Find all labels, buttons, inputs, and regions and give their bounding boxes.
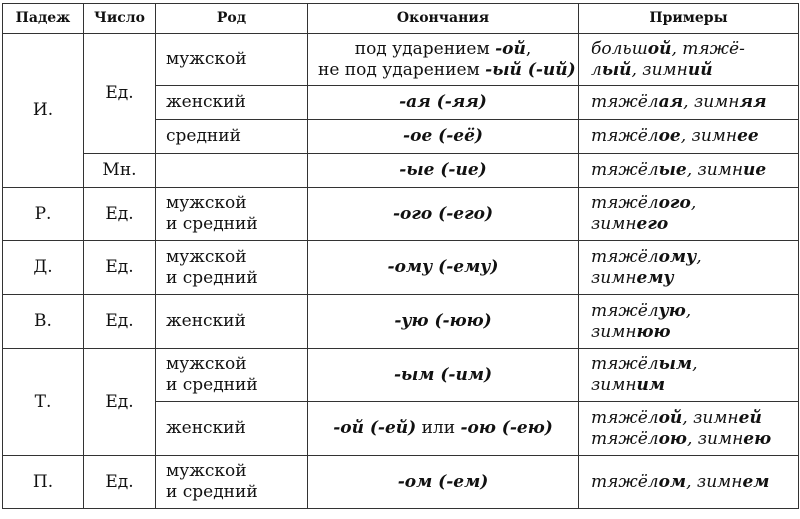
ending-cell: -ым (-им): [308, 349, 579, 402]
ending-cell: -ую (-юю): [308, 295, 579, 349]
case-cell-dative: Д.: [3, 241, 84, 295]
gender-cell: мужской: [156, 34, 308, 86]
gender-cell: средний: [156, 120, 308, 154]
case-cell-prepositional: П.: [3, 456, 84, 509]
header-number: Число: [84, 4, 156, 34]
header-examples: Примеры: [579, 4, 799, 34]
case-cell-nominative: И.: [3, 34, 84, 188]
table-row: [3, 456, 799, 509]
example-cell: тяжёлым, зимним: [579, 349, 799, 402]
number-cell: Ед.: [84, 456, 156, 509]
example-cell: тяжёлую, зимнюю: [579, 295, 799, 349]
example-cell: тяжёлому, зимнему: [579, 241, 799, 295]
example-cell: тяжёлой, зимней тяжёлою, зимнею: [579, 402, 799, 456]
table-row: [3, 34, 799, 86]
number-cell: Ед.: [84, 295, 156, 349]
case-cell-instrumental: Т.: [3, 349, 84, 456]
example-cell: тяжёлом, зимнем: [579, 456, 799, 509]
example-cell: тяжёлые, зимние: [579, 154, 799, 188]
ending-cell: -ом (-ем): [308, 456, 579, 509]
gender-cell-empty: [156, 154, 308, 188]
ending-cell: -ое (-её): [308, 120, 579, 154]
case-cell-genitive: Р.: [3, 188, 84, 241]
table-row: [3, 154, 799, 188]
ending-cell: -ая (-яя): [308, 86, 579, 120]
gender-cell: мужской и средний: [156, 188, 308, 241]
header-row: [3, 4, 799, 34]
case-cell-accusative: В.: [3, 295, 84, 349]
number-cell: Ед.: [84, 349, 156, 456]
gender-cell: женский: [156, 402, 308, 456]
header-case: Падеж: [3, 4, 84, 34]
example-cell: большой, тяжё- лый, зимний: [579, 34, 799, 86]
ending-cell: под ударением -ой, не под ударением -ый (-ий): [308, 34, 579, 86]
header-gender: Род: [156, 4, 308, 34]
gender-cell: мужской и средний: [156, 349, 308, 402]
ending-cell: -ые (-ие): [308, 154, 579, 188]
table-row: [3, 295, 799, 349]
number-cell: Ед.: [84, 241, 156, 295]
adjective-endings-table: [2, 3, 799, 509]
example-cell: тяжёлого, зимнего: [579, 188, 799, 241]
example-cell: тяжёлое, зимнее: [579, 120, 799, 154]
number-cell: Мн.: [84, 154, 156, 188]
gender-cell: женский: [156, 295, 308, 349]
header-endings: Окончания: [308, 4, 579, 34]
ending-cell: -ого (-его): [308, 188, 579, 241]
ending-cell: -ому (-ему): [308, 241, 579, 295]
number-cell: Ед.: [84, 188, 156, 241]
gender-cell: мужской и средний: [156, 241, 308, 295]
gender-cell: женский: [156, 86, 308, 120]
table-row: [3, 188, 799, 241]
ending-cell: -ой (-ей) или -ою (-ею): [308, 402, 579, 456]
table-row: [3, 241, 799, 295]
table-row: [3, 349, 799, 402]
number-cell: Ед.: [84, 34, 156, 154]
example-cell: тяжёлая, зимняя: [579, 86, 799, 120]
gender-cell: мужской и средний: [156, 456, 308, 509]
